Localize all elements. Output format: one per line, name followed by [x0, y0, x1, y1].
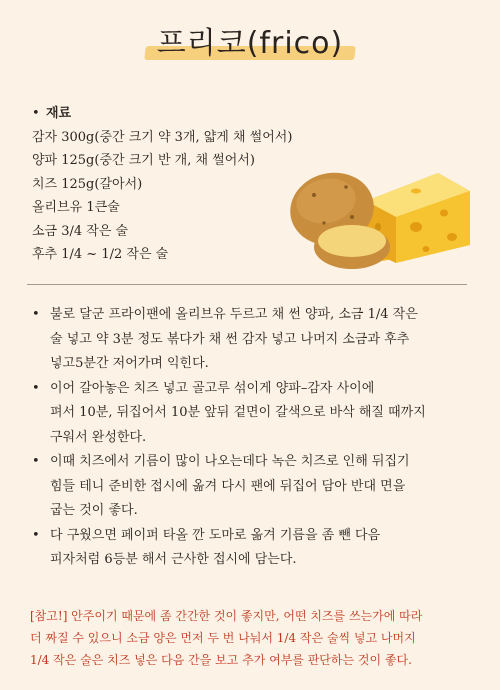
instruction-step: • 불로 달군 프라이팬에 올리브유 두르고 채 썬 양파, 소금 1/4 작은 술 넣고 약 3분 정도 볶다가 채 썬 감자 넣고 나머지 소금과 후추 넣고5분간 저어가며 익힌다. [32, 307, 418, 371]
ingredient-item: 치즈 125g(갈아서) [32, 176, 143, 192]
ingredients-heading: • 재료 [32, 106, 72, 121]
instruction-step: • 이때 치즈에서 기름이 많이 나오는데다 녹은 치즈로 인해 뒤집기 힘들 테니 준비한 접시에 옮겨 다시 팬에 뒤집어 담아 반대 면을 굽는 것이 좋다. [32, 454, 410, 518]
title-text: 프리코(frico) [156, 26, 344, 61]
title-area [0, 12, 500, 66]
instructions-list [32, 303, 472, 573]
ingredient-item: 감자 300g(중간 크기 약 3개, 얇게 채 썰어서) [32, 129, 293, 145]
section-divider [27, 284, 467, 285]
ingredient-item: 소금 3/4 작은 술 [32, 223, 129, 239]
page-title [141, 12, 359, 66]
potato-cheese-illustration [288, 165, 470, 275]
instruction-step: • 다 구웠으면 페이퍼 타올 깐 도마로 옮겨 기름을 좀 뺀 다음 피자처럼 6등분 해서 근사한 접시에 담는다. [32, 527, 381, 567]
ingredient-item: 올리브유 1큰술 [32, 200, 120, 215]
potato-slice-icon [314, 225, 390, 269]
ingredient-item: 양파 125g(중간 크기 반 개, 채 썰어서) [32, 153, 255, 168]
tip-note: [참고!] 안주이기 때문에 좀 간간한 것이 좋지만, 어떤 치즈를 쓰는가에 따라 더 짜질 수 있으니 소금 양은 먼저 두 번 나눠서 1/4 작은 술씩 넣고 나머지 1/4 작은 술은 치즈 넣은 다음 간을 보고 추가 여부를 판단하는 것이 좋다. [30, 609, 423, 667]
instruction-step: • 이어 갈아놓은 치즈 넣고 골고루 섞이게 양파–감자 사이에 펴서 10분, 뒤집어서 10분 앞뒤 겉면이 갈색으로 바삭 해질 때까지 구워서 완성한다. [32, 380, 426, 445]
ingredient-item: 후추 1/4 ~ 1/2 작은 술 [32, 247, 169, 262]
ingredients-section [32, 102, 292, 267]
